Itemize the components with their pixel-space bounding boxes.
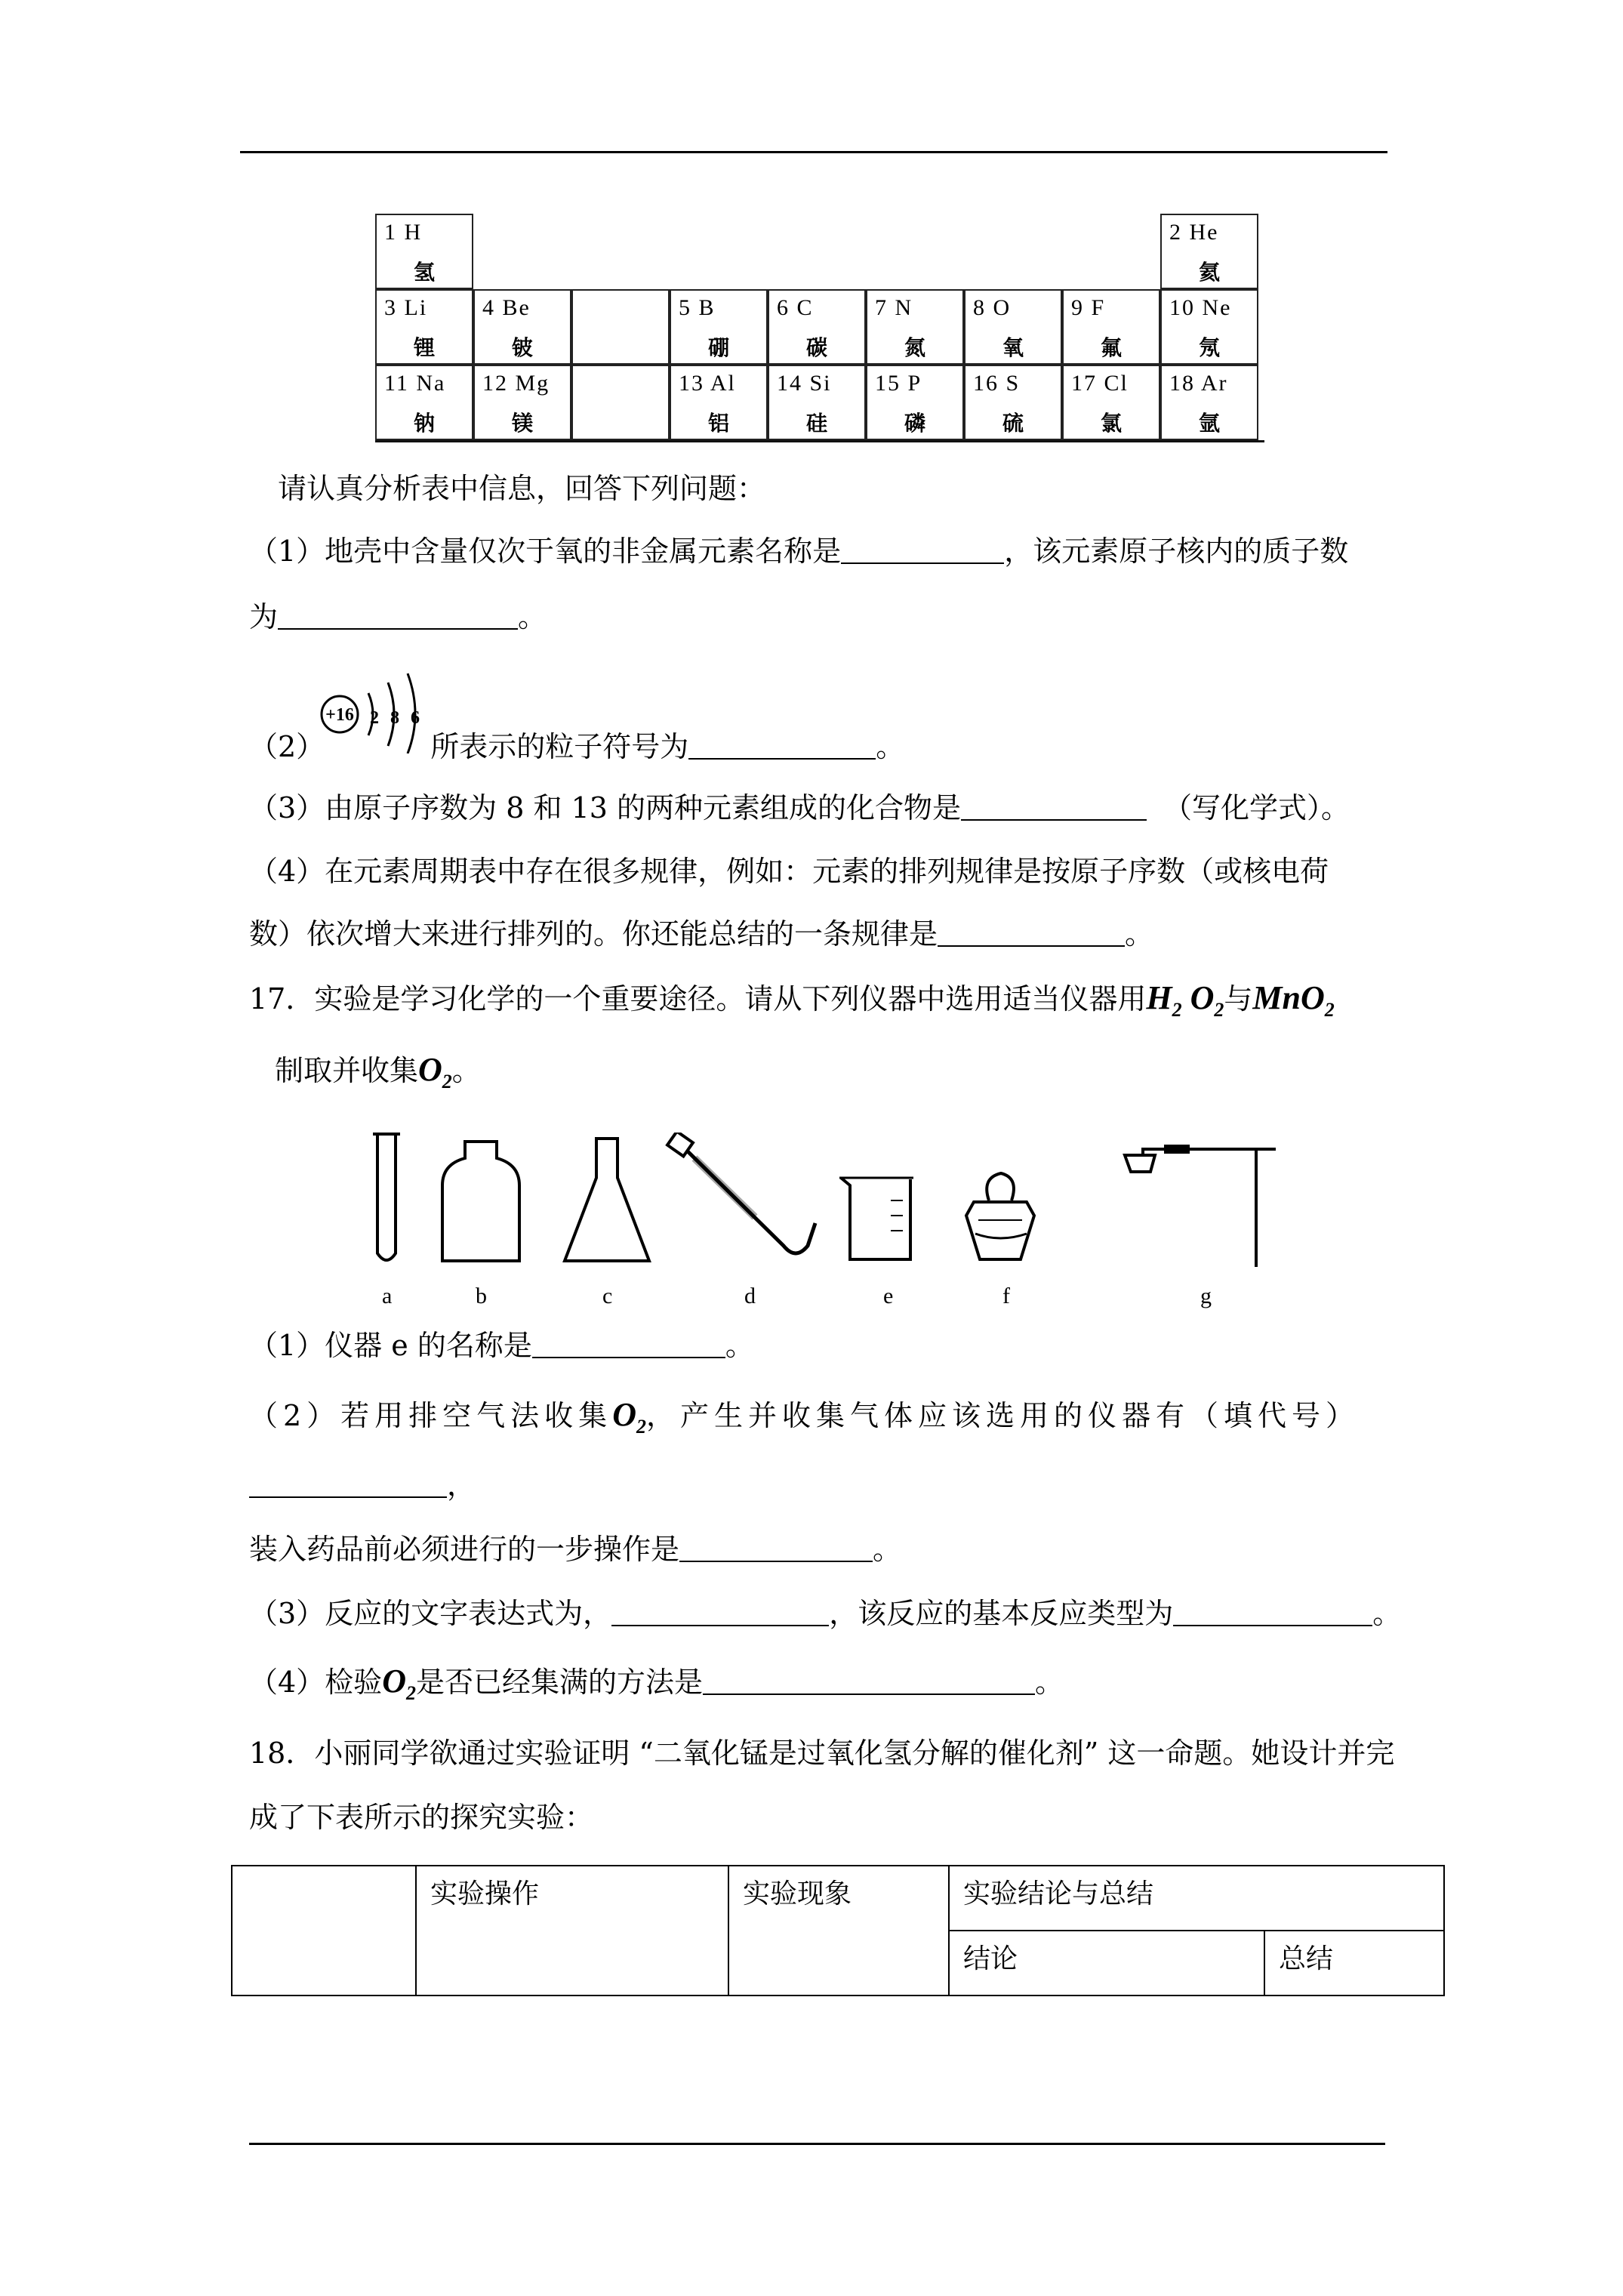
q16-intro: 请认真分析表中信息，回答下列问题： (278, 472, 766, 505)
q16-part1: （1）地壳中含量仅次于氧的非金属元素名称是 ，该元素原子核内的质子数 (249, 535, 1349, 568)
element-cell (670, 365, 768, 440)
element-symbol: 3 Li (384, 295, 428, 320)
table-header-summary: 总结 (1264, 1931, 1444, 1996)
q16-part4: （4）在元素周期表中存在很多规律，例如：元素的排列规律是按原子序数（或核电荷 (249, 855, 1329, 888)
element-symbol: 15 P (875, 371, 922, 396)
answer-blank[interactable] (961, 794, 1147, 821)
element-chinese-name: 硼 (707, 335, 729, 360)
element-symbol: 17 Cl (1071, 371, 1129, 396)
element-chinese-name: 氮 (904, 335, 925, 360)
answer-blank[interactable] (611, 1599, 829, 1626)
element-cell (866, 365, 964, 440)
element-symbol: 4 Be (482, 295, 531, 320)
q17-part2-cont: 装入药品前必须进行的一步操作是 。 (249, 1533, 902, 1566)
element-cell (375, 214, 473, 289)
experiment-table (231, 1865, 1445, 1996)
element-cell (1160, 214, 1258, 289)
answer-blank[interactable] (841, 537, 1004, 564)
element-chinese-name: 氦 (1198, 260, 1220, 285)
element-cell (768, 289, 866, 365)
element-symbol: 7 N (875, 295, 913, 320)
q16-part1-cont: 为 。 (249, 600, 547, 633)
element-chinese-name: 氢 (413, 260, 435, 285)
q17-line1: 17．实验是学习化学的一个重要途径。请从下列仪器中选用适当仪器用$H_2$ $O_2$与MnO$_2$ (249, 979, 1335, 1021)
element-cell (375, 289, 473, 365)
q18-line1: 18．小丽同学欲通过实验证明 “二氧化锰是过氧化氢分解的催化剂” 这一命题。她设计并完 (249, 1737, 1395, 1770)
element-chinese-name: 氖 (1198, 335, 1220, 360)
q17-part2-blank-line: ， (249, 1469, 476, 1502)
apparatus-label-e: e (883, 1284, 894, 1308)
q16-part2: （2） 所表示的粒子符号为 。 (249, 730, 905, 763)
element-chinese-name: 铍 (511, 335, 533, 360)
q17-line2: 制取并收集$O_2$。 (275, 1051, 481, 1093)
element-chinese-name: 锂 (413, 335, 435, 360)
answer-blank[interactable] (1173, 1599, 1372, 1626)
element-chinese-name: 硫 (1002, 411, 1024, 436)
shell-count-3: 6 (411, 708, 420, 728)
element-symbol: 18 Ar (1169, 371, 1228, 396)
element-symbol: 6 C (777, 295, 814, 320)
element-symbol: 14 Si (777, 371, 832, 396)
element-chinese-name: 铝 (707, 411, 729, 436)
element-cell (1160, 365, 1258, 440)
nucleus-label: +16 (325, 705, 354, 725)
formula-mno2: MnO$_2$ (1252, 979, 1335, 1021)
answer-blank[interactable] (679, 1535, 873, 1562)
element-cell (473, 365, 571, 440)
answer-blank[interactable] (278, 603, 518, 630)
q18-line2: 成了下表所示的探究实验： (249, 1801, 594, 1834)
formula-h2o2: $H_2$ $O_2$ (1146, 979, 1224, 1021)
element-cell (375, 365, 473, 440)
apparatus-label-b: b (476, 1284, 487, 1308)
element-chinese-name: 氯 (1100, 411, 1122, 436)
apparatus-label-a: a (382, 1284, 393, 1308)
element-cell (473, 289, 571, 365)
element-chinese-name: 钠 (413, 411, 435, 436)
formula-o2: $O_2$ (382, 1663, 416, 1704)
q16-part3: （3）由原子序数为 8 和 13 的两种元素组成的化合物是 （写化学式）。 (249, 791, 1350, 824)
conical-flask-icon (565, 1139, 649, 1261)
formula-o2: $O_2$ (418, 1051, 452, 1093)
shell-count-1: 2 (370, 708, 379, 728)
element-chinese-name: 硅 (805, 411, 827, 436)
q17-part4: （4）检验$O_2$是否已经集满的方法是 。 (249, 1663, 1064, 1704)
element-symbol: 16 S (973, 371, 1021, 396)
element-chinese-name: 氧 (1002, 335, 1024, 360)
element-cell (1062, 365, 1160, 440)
element-symbol: 5 B (679, 295, 716, 320)
alcohol-lamp-icon (966, 1173, 1034, 1259)
element-chinese-name: 氩 (1198, 411, 1220, 436)
apparatus-figure (362, 1133, 1276, 1314)
element-chinese-name: 碳 (805, 335, 827, 360)
element-chinese-name: 镁 (511, 411, 533, 436)
beaker-icon (839, 1178, 913, 1259)
gap-cell (571, 365, 670, 440)
apparatus-label-c: c (602, 1284, 613, 1308)
element-symbol: 2 He (1169, 220, 1219, 245)
footer-rule (249, 2143, 1385, 2145)
table-header-phenomenon: 实验现象 (728, 1866, 949, 1996)
table-header-conclusion-summary: 实验结论与总结 (949, 1866, 1444, 1931)
answer-blank[interactable] (532, 1331, 725, 1358)
shell-count-2: 8 (390, 708, 399, 728)
element-cell (1062, 289, 1160, 365)
table-header-operation: 实验操作 (416, 1866, 728, 1996)
element-symbol: 10 Ne (1169, 295, 1232, 320)
test-tube-icon (373, 1134, 400, 1260)
element-symbol: 8 O (973, 295, 1012, 320)
element-symbol: 1 H (384, 220, 423, 245)
table-header-conclusion: 结论 (949, 1931, 1264, 1996)
element-cell (964, 289, 1062, 365)
formula-o2: $O_2$ (612, 1396, 646, 1438)
element-cell (964, 365, 1062, 440)
element-cell (768, 365, 866, 440)
gas-bottle-icon (442, 1142, 519, 1261)
apparatus-label-g: g (1200, 1284, 1212, 1308)
element-cell (670, 289, 768, 365)
gap-cell (571, 289, 670, 365)
q17-part2: （2）若用排空气法收集$O_2$，产生并收集气体应该选用的仪器有（填代号） (249, 1396, 1360, 1438)
delivery-tube-icon (1125, 1145, 1276, 1267)
table-blank-cell (232, 1866, 416, 1996)
element-symbol: 9 F (1071, 295, 1106, 320)
element-symbol: 13 Al (679, 371, 736, 396)
element-cell (1160, 289, 1258, 365)
answer-blank[interactable] (703, 1668, 1035, 1695)
q17-part3: （3）反应的文字表达式为， ，该反应的基本反应类型为 。 (249, 1597, 1402, 1630)
answer-blank[interactable] (249, 1471, 447, 1498)
element-chinese-name: 氟 (1100, 335, 1122, 360)
stopper-tube-icon (667, 1133, 815, 1253)
header-rule (240, 151, 1387, 153)
apparatus-label-d: d (744, 1284, 756, 1308)
element-symbol: 11 Na (384, 371, 446, 396)
answer-blank[interactable] (938, 920, 1125, 947)
q17-part1: （1）仪器 e 的名称是 。 (249, 1329, 754, 1362)
answer-blank[interactable] (688, 732, 876, 760)
element-cell (866, 289, 964, 365)
q16-part4-cont: 数）依次增大来进行排列的。你还能总结的一条规律是 。 (249, 917, 1154, 951)
element-chinese-name: 磷 (904, 411, 925, 436)
element-symbol: 12 Mg (482, 371, 550, 396)
apparatus-label-f: f (1002, 1284, 1010, 1308)
periodic-table-frame (375, 440, 1264, 442)
